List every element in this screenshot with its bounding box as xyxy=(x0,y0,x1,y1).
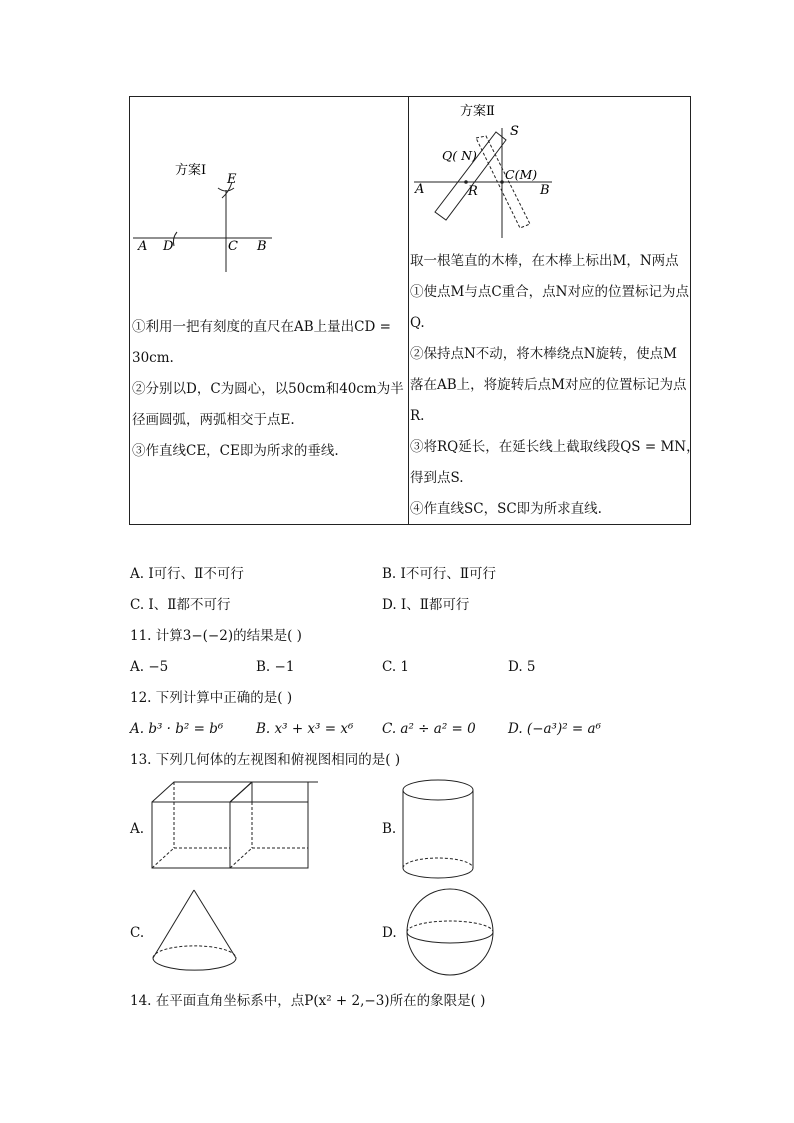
sphere-figure xyxy=(404,888,498,978)
left-step-1b: 30cm. xyxy=(132,350,174,366)
q12-stem: 12. 下列计算中正确的是( ) xyxy=(130,690,293,706)
right-step-4: ④作直线SC，SC即为所求直线. xyxy=(410,501,602,517)
right-step-2c: R. xyxy=(410,408,425,424)
scheme-1-title: 方案Ⅰ xyxy=(175,163,207,178)
q13-option-c[interactable]: C. xyxy=(130,925,145,941)
label-S: S xyxy=(510,124,519,139)
label-A2: A xyxy=(415,182,425,197)
q11-option-c[interactable]: C. 1 xyxy=(382,659,410,675)
scheme-2-title: 方案Ⅱ xyxy=(460,104,495,119)
label-QN: Q( N) xyxy=(442,148,477,163)
q12-option-b[interactable]: B. x³ + x³ = x⁶ xyxy=(256,721,354,737)
right-step-2: ②保持点N不动，将木棒绕点N旋转，使点M xyxy=(410,346,677,362)
right-step-2b: 落在AB上，将旋转后点M对应的位置标记为点 xyxy=(410,377,687,393)
label-E: E xyxy=(227,172,237,187)
q10-option-b[interactable]: B. Ⅰ不可行、Ⅱ可行 xyxy=(382,566,497,582)
right-step-1: ①使点M与点C重合，点N对应的位置标记为点 xyxy=(410,284,689,300)
q12-option-c[interactable]: C. a² ÷ a² = 0 xyxy=(382,721,476,737)
q11-option-b[interactable]: B. −1 xyxy=(256,659,295,675)
q11-option-d[interactable]: D. 5 xyxy=(508,659,536,675)
q11-stem: 11. 计算3−(−2)的结果是( ) xyxy=(130,628,302,644)
label-B: B xyxy=(257,239,267,254)
left-step-2b: 径画圆弧，两弧相交于点E. xyxy=(132,412,295,428)
label-CM: C(M) xyxy=(505,167,538,182)
label-C: C xyxy=(228,239,238,254)
table-divider xyxy=(408,96,409,525)
label-A: A xyxy=(138,239,148,254)
right-step-1b: Q. xyxy=(410,315,425,331)
left-step-3: ③作直线CE，CE即为所求的垂线. xyxy=(132,443,339,459)
q13-option-d[interactable]: D. xyxy=(382,925,397,941)
q10-option-d[interactable]: D. Ⅰ、Ⅱ都可行 xyxy=(382,597,470,613)
q14-stem: 14. 在平面直角坐标系中，点P(x² + 2,−3)所在的象限是( ) xyxy=(130,993,486,1009)
q13-option-a[interactable]: A. xyxy=(130,821,145,837)
q12-option-a[interactable]: A. b³ · b² = b⁶ xyxy=(130,721,224,737)
left-step-2: ②分别以D，C为圆心，以50cm和40cm为半 xyxy=(132,381,404,397)
q11-option-a[interactable]: A. −5 xyxy=(130,659,169,675)
label-D: D xyxy=(163,239,174,254)
right-intro: 取一根笔直的木棒，在木棒上标出M，N两点 xyxy=(410,253,679,269)
label-R: R xyxy=(468,184,478,199)
scheme-1-figure xyxy=(130,150,405,280)
q12-option-d[interactable]: D. (−a³)² = a⁶ xyxy=(508,721,601,737)
q13-option-b[interactable]: B. xyxy=(382,821,397,837)
label-B2: B xyxy=(540,183,550,198)
q13-stem: 13. 下列几何体的左视图和俯视图相同的是( ) xyxy=(130,752,401,768)
cone-figure xyxy=(150,888,240,976)
left-step-1: ①利用一把有刻度的直尺在AB上量出CD = xyxy=(132,319,391,335)
q10-option-a[interactable]: A. Ⅰ可行、Ⅱ不可行 xyxy=(130,566,244,582)
right-step-3b: 得到点S. xyxy=(410,470,464,486)
right-step-3: ③将RQ延长，在延长线上截取线段QS = MN， xyxy=(410,439,700,455)
scheme-2-figure xyxy=(410,98,690,238)
two-cubes-figure xyxy=(148,780,318,872)
q10-option-c[interactable]: C. Ⅰ、Ⅱ都不可行 xyxy=(130,597,231,613)
cylinder-figure xyxy=(400,778,480,882)
